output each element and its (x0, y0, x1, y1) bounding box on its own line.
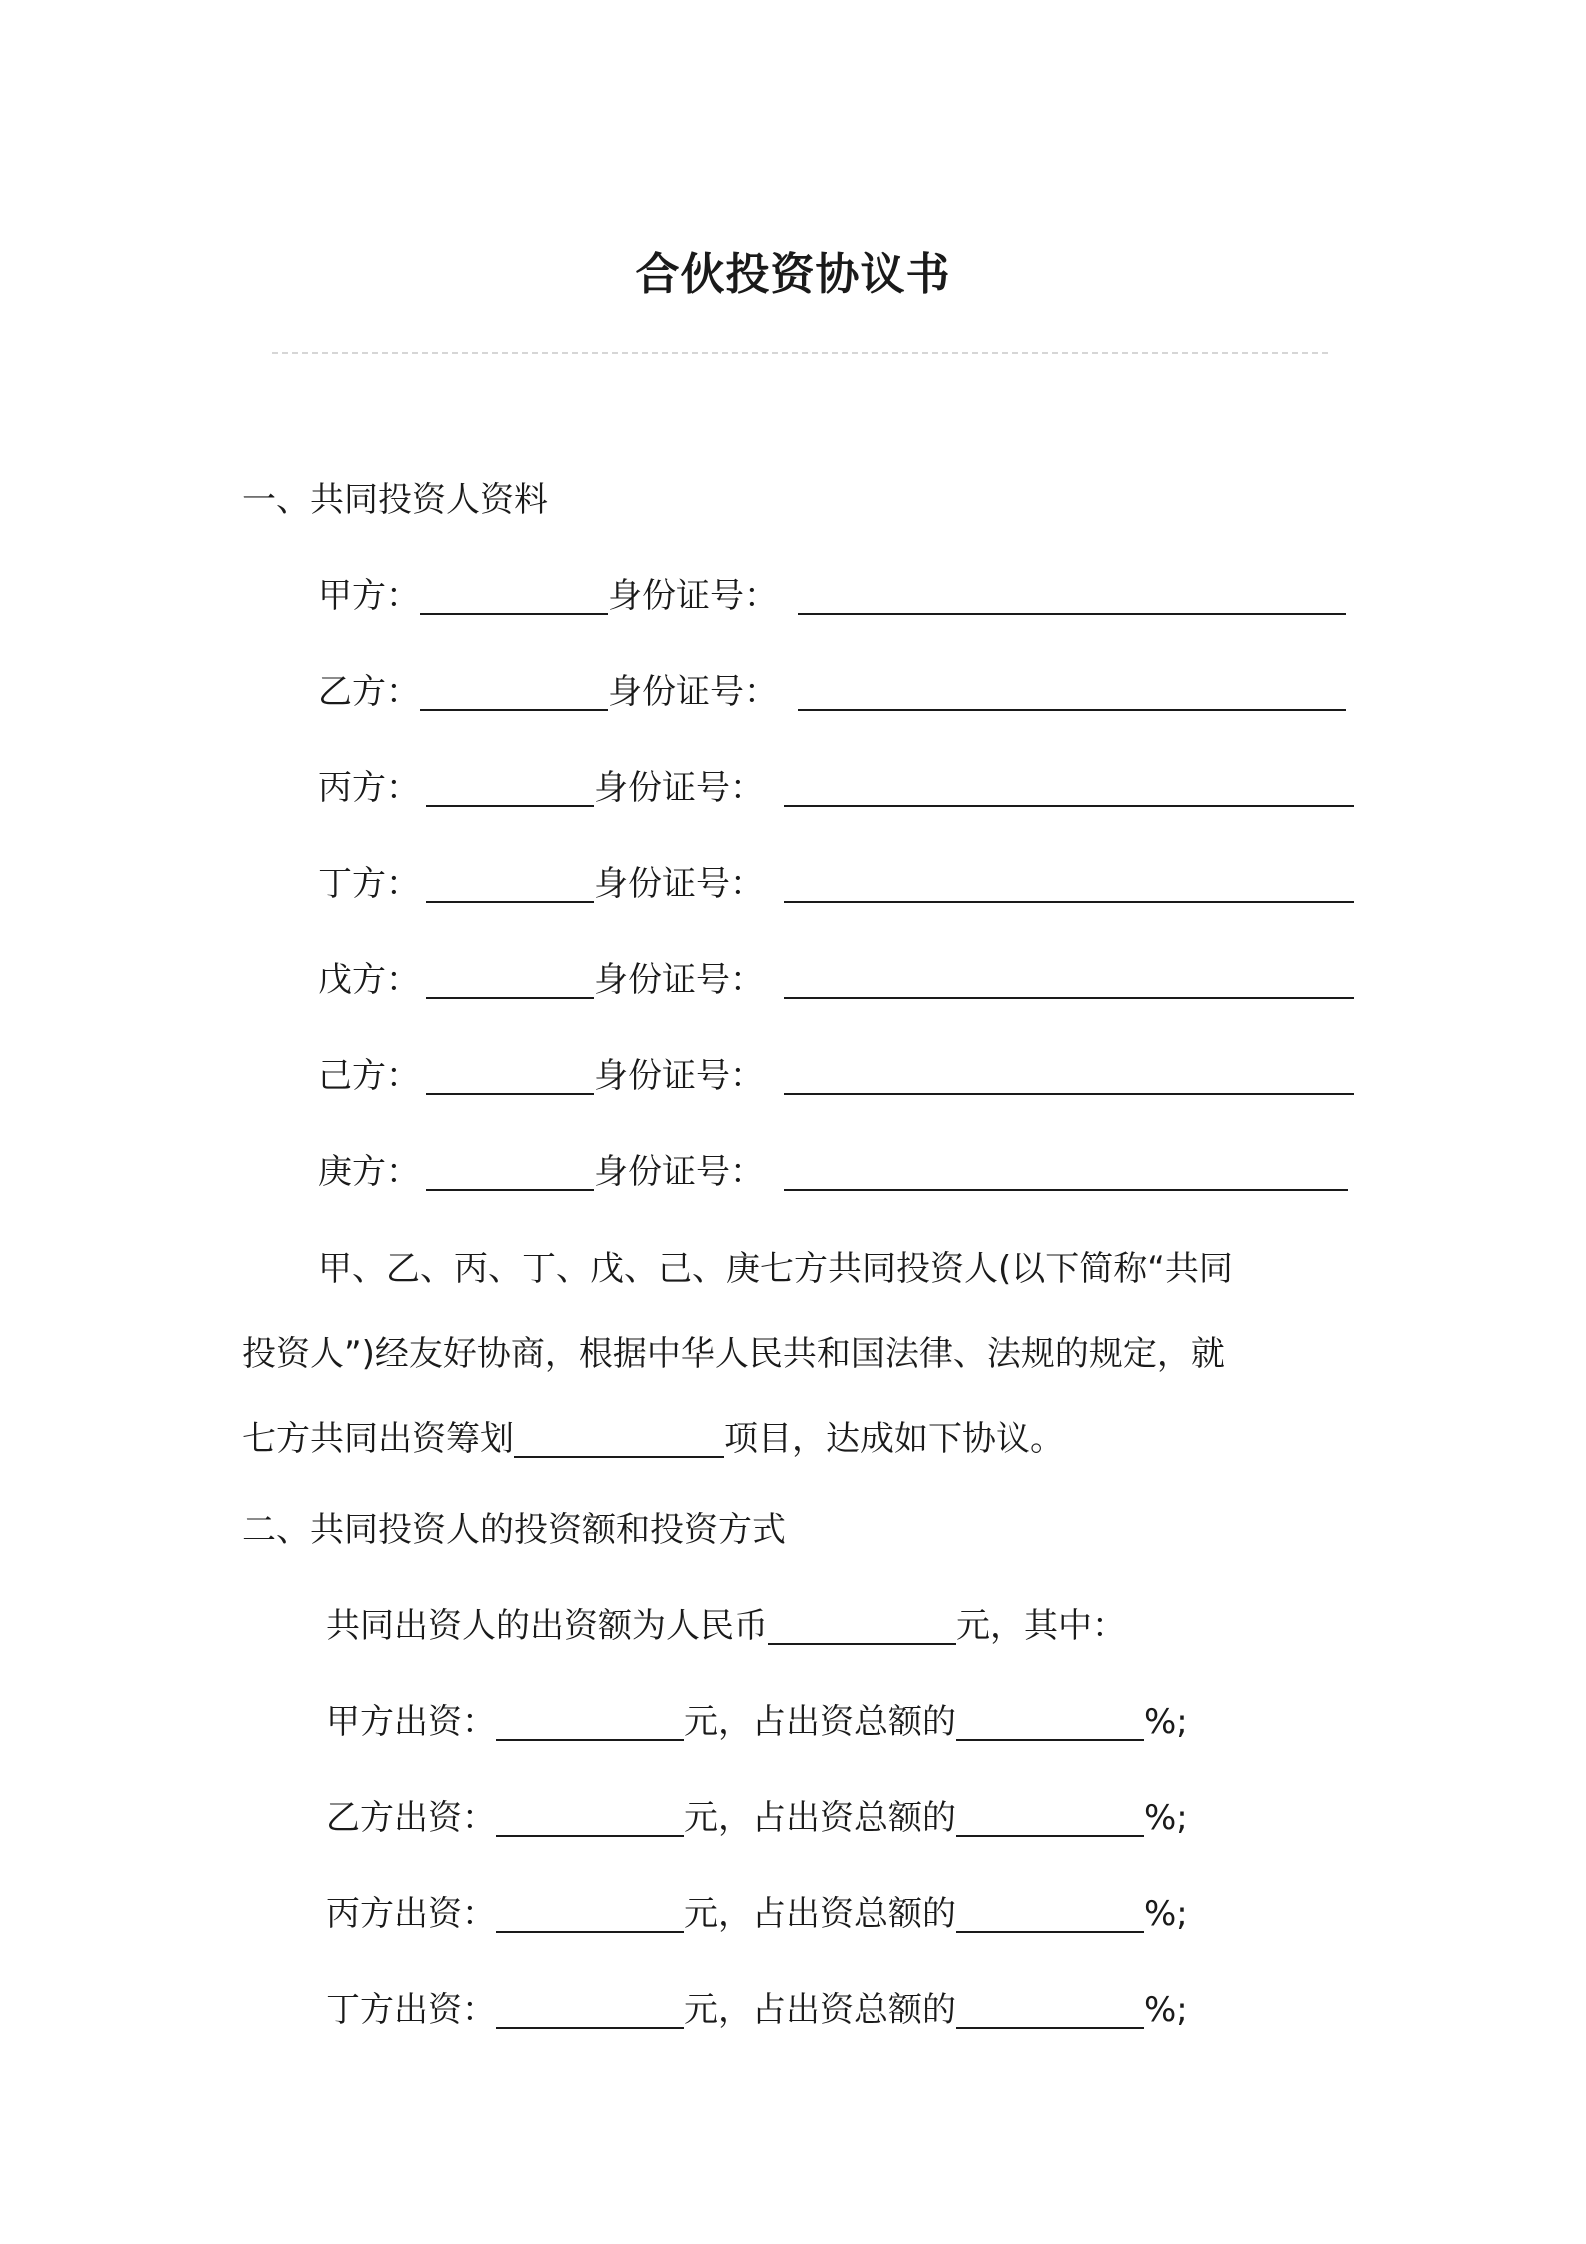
party-name-field[interactable] (426, 867, 594, 903)
section-1-heading: 一、共同投资人资料 (242, 480, 548, 520)
contribution-label: 乙方出资： (326, 1798, 496, 1838)
contribution-percent-field[interactable] (956, 1801, 1144, 1837)
party-label: 乙方： (318, 672, 420, 712)
total-contribution-row (326, 1604, 1126, 1648)
id-number-field[interactable] (784, 963, 1354, 999)
agreement-paragraph (242, 1227, 1352, 1482)
paragraph-line-3-prefix: 七方共同出资筹划 (242, 1419, 514, 1459)
document-title: 合伙投资协议书 (635, 249, 951, 300)
party-label: 戊方： (318, 960, 420, 1000)
contribution-label: 甲方出资： (326, 1702, 496, 1742)
id-number-field[interactable] (798, 579, 1346, 615)
project-name-field[interactable] (514, 1422, 724, 1458)
party-label: 甲方： (318, 576, 420, 616)
contribution-end: %; (1144, 1894, 1188, 1934)
contribution-amount-field[interactable] (496, 1897, 684, 1933)
id-number-field[interactable] (798, 675, 1346, 711)
party-row-ji (318, 1054, 1354, 1098)
contribution-mid: 元，占出资总额的 (684, 1990, 956, 2030)
contribution-mid: 元，占出资总额的 (684, 1702, 956, 1742)
total-amount-field[interactable] (768, 1609, 956, 1645)
contribution-row-yi (326, 1796, 1188, 1840)
party-row-geng (318, 1150, 1348, 1194)
contribution-end: %; (1144, 1702, 1188, 1742)
contribution-mid: 元，占出资总额的 (684, 1894, 956, 1934)
party-name-field[interactable] (426, 1155, 594, 1191)
id-label: 身份证号： (608, 576, 778, 616)
id-label: 身份证号： (594, 960, 764, 1000)
party-name-field[interactable] (426, 1059, 594, 1095)
contribution-row-bing (326, 1892, 1188, 1936)
contribution-amount-field[interactable] (496, 1705, 684, 1741)
id-number-field[interactable] (784, 1059, 1354, 1095)
contribution-label: 丁方出资： (326, 1990, 496, 2030)
id-label: 身份证号： (594, 1056, 764, 1096)
contribution-percent-field[interactable] (956, 1993, 1144, 2029)
paragraph-line-3 (242, 1397, 1352, 1482)
contribution-percent-field[interactable] (956, 1705, 1144, 1741)
party-name-field[interactable] (420, 675, 608, 711)
id-label: 身份证号： (594, 768, 764, 808)
party-name-field[interactable] (426, 771, 594, 807)
total-suffix: 元，其中： (956, 1606, 1126, 1646)
contribution-row-jia (326, 1700, 1188, 1744)
party-label: 己方： (318, 1056, 420, 1096)
party-name-field[interactable] (426, 963, 594, 999)
contribution-end: %; (1144, 1990, 1188, 2030)
paragraph-line-1: 甲、乙、丙、丁、戊、己、庚七方共同投资人(以下简称“共同 (318, 1249, 1233, 1289)
party-row-bing (318, 766, 1354, 810)
party-row-yi (318, 670, 1346, 714)
party-label: 丁方： (318, 864, 420, 904)
party-row-ding (318, 862, 1354, 906)
party-name-field[interactable] (420, 579, 608, 615)
total-prefix: 共同出资人的出资额为人民币 (326, 1606, 768, 1646)
title-divider (272, 352, 1328, 354)
contribution-amount-field[interactable] (496, 1993, 684, 2029)
id-label: 身份证号： (594, 864, 764, 904)
id-label: 身份证号： (608, 672, 778, 712)
id-number-field[interactable] (784, 867, 1354, 903)
contribution-row-ding (326, 1988, 1188, 2032)
contribution-amount-field[interactable] (496, 1801, 684, 1837)
contribution-mid: 元，占出资总额的 (684, 1798, 956, 1838)
party-row-wu (318, 958, 1354, 1002)
id-label: 身份证号： (594, 1152, 764, 1192)
paragraph-line-3-suffix: 项目，达成如下协议。 (724, 1419, 1064, 1459)
party-label: 丙方： (318, 768, 420, 808)
id-number-field[interactable] (784, 1155, 1348, 1191)
section-2-heading: 二、共同投资人的投资额和投资方式 (242, 1510, 786, 1550)
party-label: 庚方： (318, 1152, 420, 1192)
contribution-percent-field[interactable] (956, 1897, 1144, 1933)
id-number-field[interactable] (784, 771, 1354, 807)
contribution-label: 丙方出资： (326, 1894, 496, 1934)
contribution-end: %; (1144, 1798, 1188, 1838)
paragraph-line-2: 投资人”)经友好协商，根据中华人民共和国法律、法规的规定，就 (242, 1334, 1225, 1374)
party-row-jia (318, 574, 1346, 618)
